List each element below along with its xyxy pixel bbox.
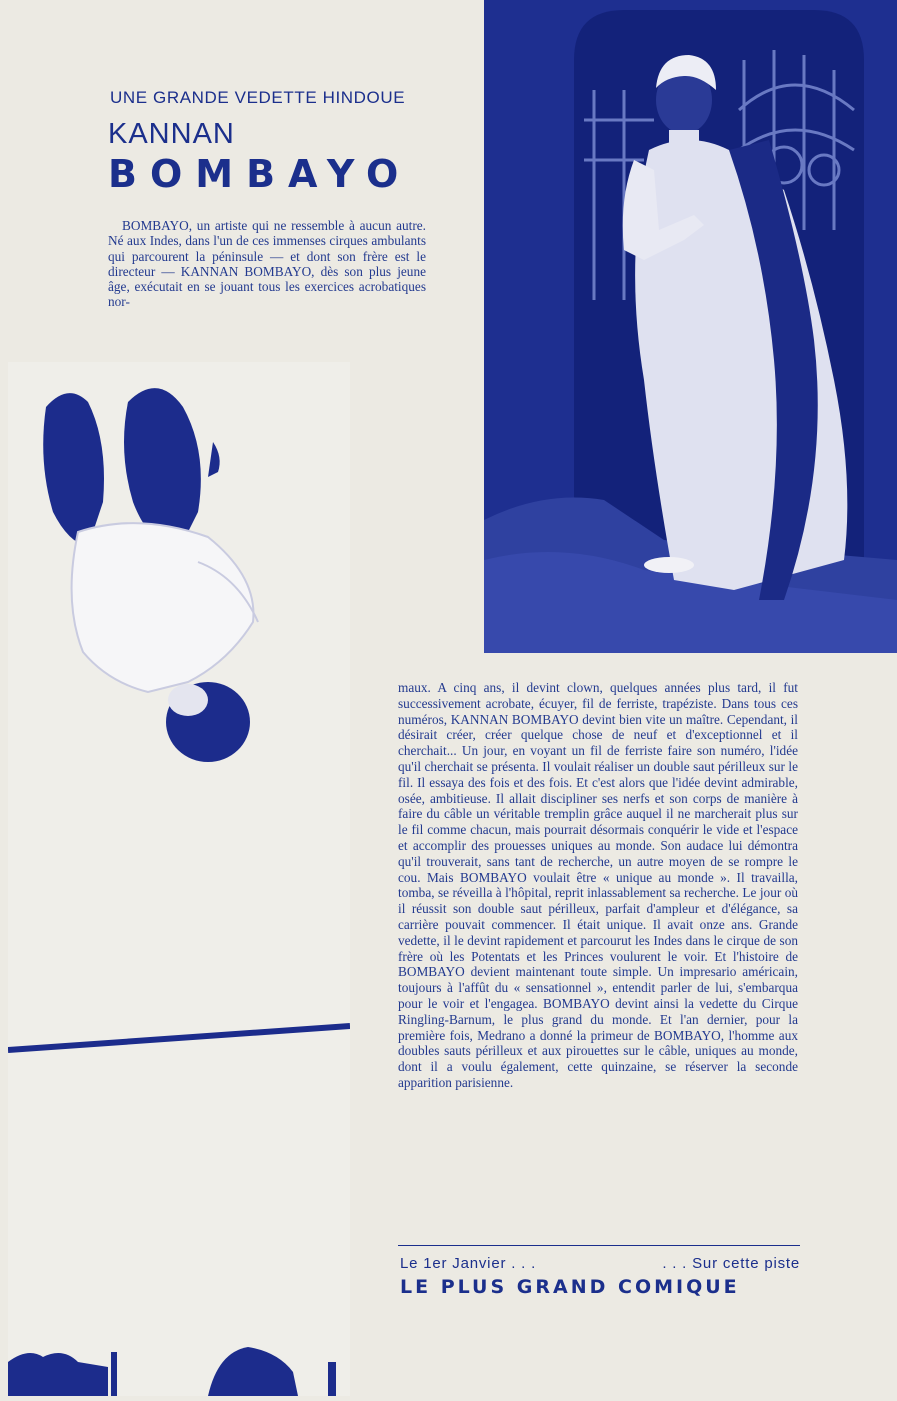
footer-headline: LE PLUS GRAND COMIQUE (400, 1276, 740, 1298)
footer-date: Le 1er Janvier . . . (400, 1255, 537, 1272)
footer-divider (398, 1245, 800, 1246)
kicker-title: UNE GRANDE VEDETTE HINDOUE (110, 88, 406, 107)
footer-venue: . . . Sur cette piste (662, 1255, 800, 1272)
portrait-illustration (484, 0, 897, 653)
intro-paragraph: BOMBAYO, un artiste qui ne ressemble à aucun autre. Né aux Indes, dans l'un de ces immenses cirques ambulants qui parcourent la péninsule — et dont son frère est le directeur — KANNAN BOMBAYO, dès son plus jeune âge, exécutait en se jouant tous les exercices acrobatiques nor- (108, 218, 426, 310)
article-body (398, 680, 798, 1091)
artist-first-name: KANNAN (108, 118, 235, 150)
article-body-paragraph: maux. A cinq ans, il devint clown, quelques années plus tard, il fut successivement acrobate, écuyer, fil de ferriste, trapéziste. Dans tous ces numéros, KANNAN BOMBAYO devint bien vite un maître. Cependant, il désirait créer, créer quelque chose de neuf et d'exceptionnel et il cherchait... Un jour, en voyant un fil de ferriste faire son numéro, l'idée qu'il cherchait se présenta. Il voulait réaliser un double saut périlleux sur le fil. Il essaya des fois et des fois. Et c'est alors que l'idée devint admirable, osée, ambitieuse. Il allait discipliner ses nerfs et son corps de manière à faire du câble un véritable tremplin grâce auquel il ne marcherait plus sur le fil comme chacun, mais pourrait désormais conquérir le vide et l'espace et accomplir des prouesses uniques au monde. Son audace lui démontra qu'il trouverait, sans tant de recherche, un autre moyen de se rompre le cou. Mais BOMBAYO voulait être « unique au monde ». Il travailla, tomba, se réveilla à l'hôpital, reprit inlassablement sa recherche. Le jour où il réussit son double saut périlleux, parfait d'ampleur et d'élégance, sa carrière pouvait commencer. Il était unique. Il avait onze ans. Grande vedette, il le devint rapidement et parcourut les Indes dans le cirque de son frère où les Potentats et les Princes voulurent le voir. Et l'histoire de BOMBAYO devient maintenant toute simple. Un impresario américain, toujours à l'affût du « sensationnel », entendit parler de lui, s'embarqua pour le voir et l'engagea. BOMBAYO devint ainsi la vedette du Cirque Ringling-Barnum, le plus grand du monde. Et l'an dernier, pour la première fois, Medrano a donné la primeur de BOMBAYO, l'homme aux doubles sauts périlleux et aux pirouettes sur le câble, uniques au monde, dont il a voulu également, cette quinzaine, se réserver la seconde apparition parisienne. (398, 680, 798, 1090)
acrobat-photo (8, 362, 350, 1396)
acrobat-illustration (8, 362, 350, 1396)
artist-last-name: BOMBAYO (108, 152, 412, 196)
portrait-photo (484, 0, 897, 653)
